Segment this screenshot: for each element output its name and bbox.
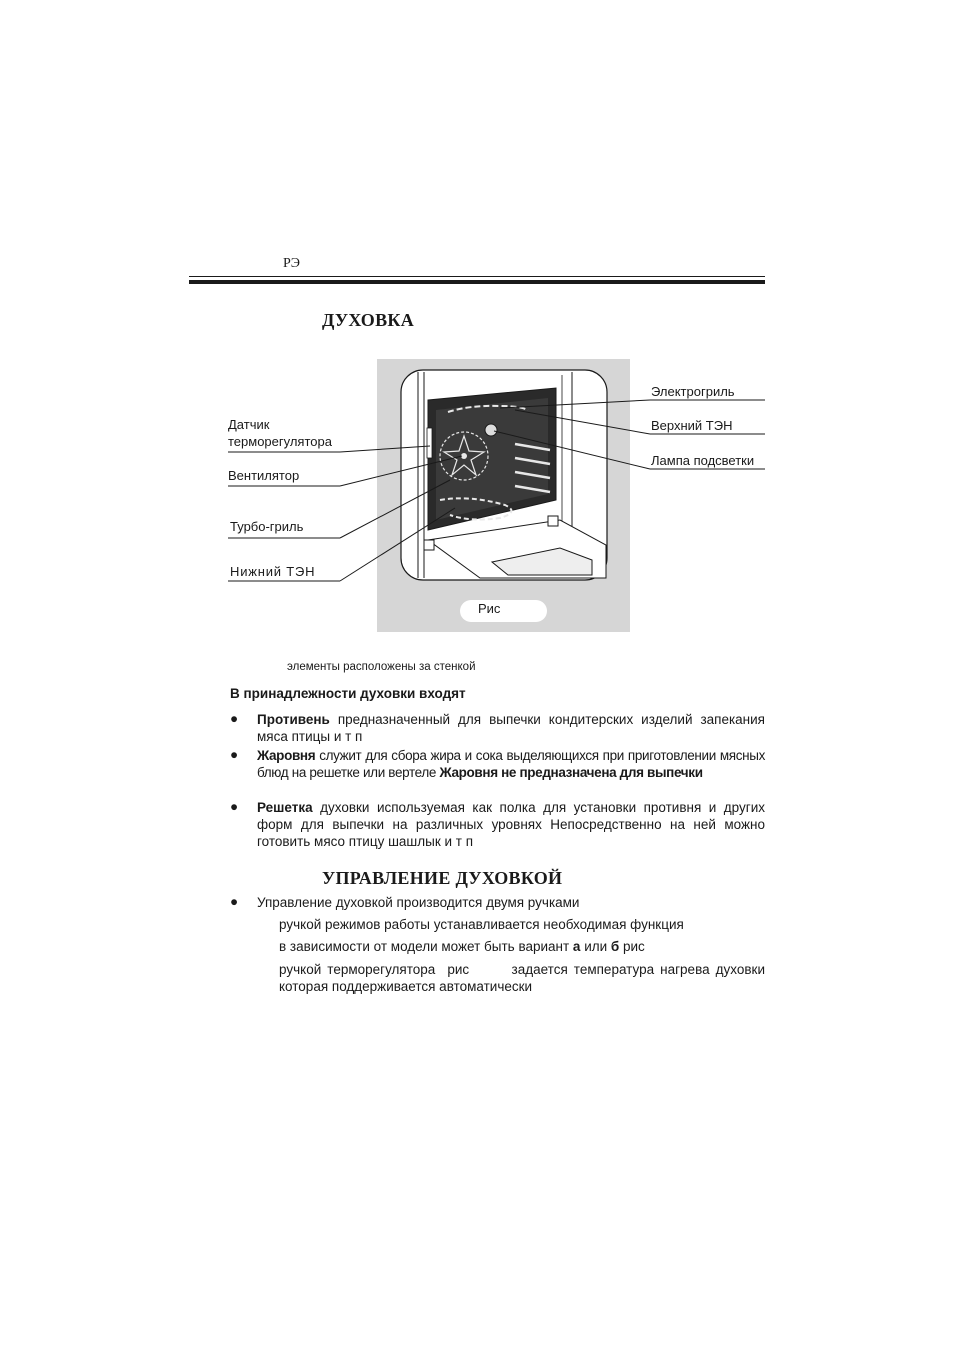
figure-note: элементы расположены за стенкой bbox=[287, 661, 476, 673]
section-title-oven: ДУХОВКА bbox=[322, 310, 415, 330]
variant-text-post: рис bbox=[619, 939, 645, 954]
bullet-2: ● bbox=[230, 747, 239, 762]
variant-text-mid: или bbox=[580, 939, 611, 954]
label-turbo-grill: Турбо-гриль bbox=[230, 519, 304, 534]
control-intro: Управление духовкой производится двумя ручками bbox=[257, 895, 580, 910]
label-lamp: Лампа подсветки bbox=[651, 453, 755, 468]
document-code: РЭ bbox=[283, 256, 301, 271]
control-line-variant bbox=[279, 938, 645, 955]
bullet-4: ● bbox=[230, 894, 239, 909]
label-fan: Вентилятор bbox=[228, 468, 300, 483]
term-roaster: Жаровня bbox=[257, 748, 316, 763]
variant-text-pre: в зависимости от модели может быть вариант bbox=[279, 939, 573, 954]
control-line-mode-knob: ручкой режимов работы устанавливается необходимая функция bbox=[279, 917, 684, 932]
list-item-rack bbox=[257, 799, 765, 850]
section-title-oven-control: УПРАВЛЕНИЕ ДУХОВКОЙ bbox=[322, 868, 563, 888]
label-top-heater: Верхний ТЭН bbox=[651, 418, 733, 433]
label-sensor-line2: терморегулятора bbox=[228, 434, 332, 449]
variant-b: б bbox=[610, 939, 620, 954]
bullet-3: ● bbox=[230, 799, 239, 814]
text-tray: предназначенный для выпечки кондитерских изделий запекания мяса птицы и т п bbox=[257, 712, 765, 744]
label-sensor-line1: Датчик bbox=[228, 417, 270, 432]
figure-caption-pill bbox=[460, 600, 547, 622]
list-item-tray bbox=[257, 711, 765, 745]
term-rack: Решетка bbox=[257, 800, 313, 815]
text-rack: духовки используемая как полка для установки противня и других форм для выпечки на различных уровнях Непосредственно на ней можно готовить мясо птицу шашлык и т п bbox=[257, 800, 765, 849]
variant-a: а bbox=[572, 939, 581, 954]
list-item-roaster bbox=[257, 747, 765, 781]
bullet-1: ● bbox=[230, 711, 239, 726]
accessories-heading: В принадлежности духовки входят bbox=[230, 686, 466, 701]
figure-caption: Рис bbox=[478, 601, 501, 616]
label-bottom-heater: Нижний ТЭН bbox=[230, 564, 316, 579]
text-roaster: служит для сбора жира и сока выделяющихся при приготовлении мясных блюд на решетке или вертеле bbox=[257, 748, 765, 780]
control-line-thermostat: ручкой терморегулятора рис задается температура нагрева духовки которая поддерживается автоматически bbox=[279, 962, 773, 994]
label-electric-grill: Электрогриль bbox=[651, 384, 735, 399]
term-roaster-warning: Жаровня не предназначена для выпечки bbox=[439, 765, 703, 780]
term-tray: Противень bbox=[257, 712, 330, 727]
